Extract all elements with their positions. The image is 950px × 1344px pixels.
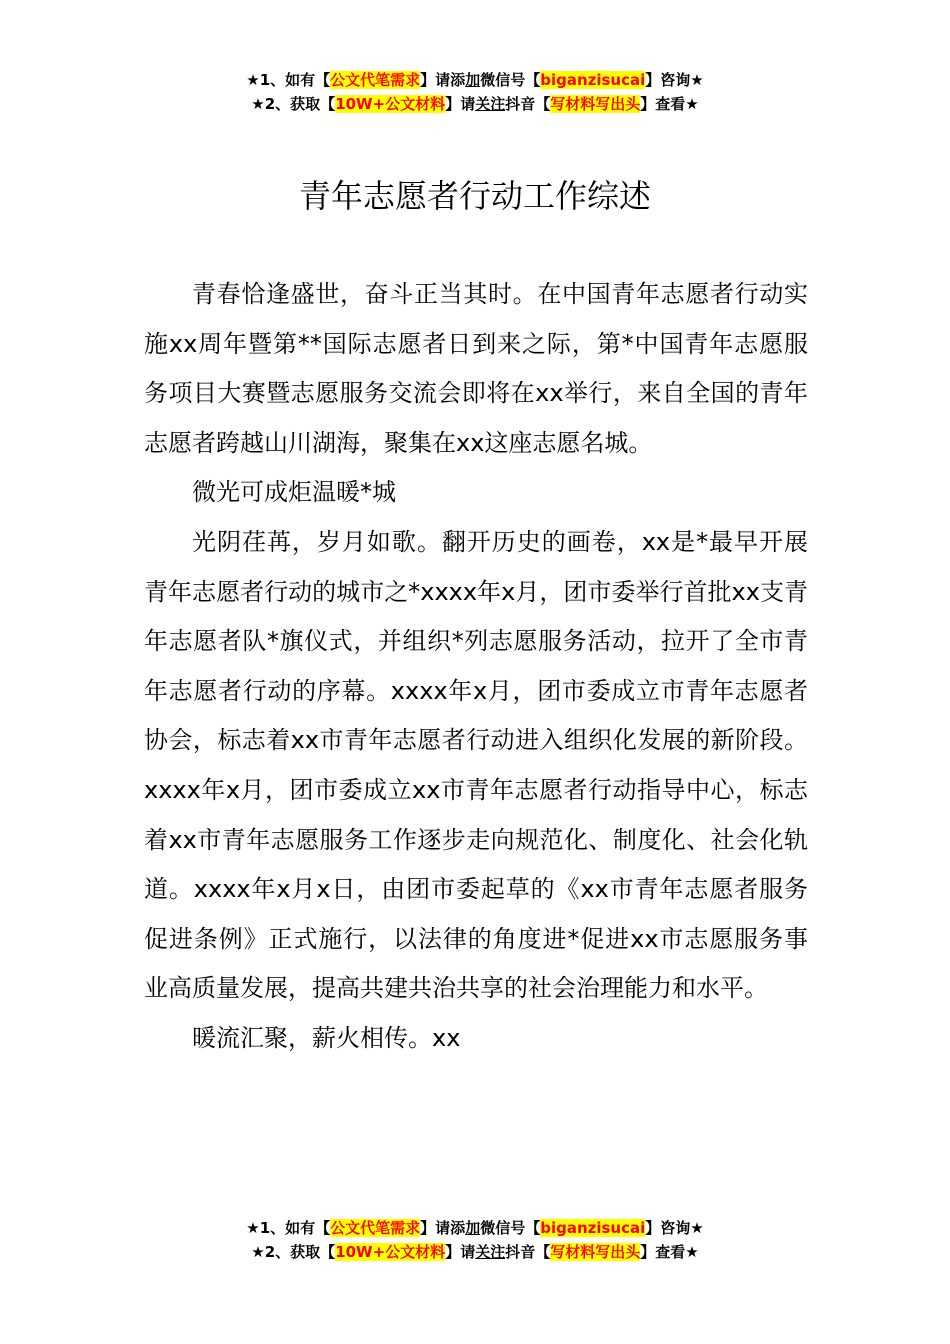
- promo-underline: 加: [465, 71, 481, 89]
- promo-text: 】请添: [420, 1219, 466, 1237]
- promo-banner-top: [0, 68, 950, 116]
- promo-highlight: 10W+公文材料: [335, 1243, 446, 1261]
- promo-highlight: 公文代笔需求: [330, 71, 421, 89]
- promo-text: ★1、如有【: [246, 71, 331, 89]
- promo-underline: 加: [465, 1219, 481, 1237]
- section-heading: 微光可成炬温暖*城: [192, 478, 396, 507]
- promo-underline: 关注: [475, 95, 506, 113]
- promo-text: 】查看★: [640, 1243, 699, 1261]
- paragraph: 暖流汇聚，薪火相传。xx: [192, 1023, 461, 1052]
- promo-text: 抖音【: [505, 1243, 551, 1261]
- promo-line-1: [0, 68, 950, 92]
- promo-highlight: biganzisucai: [540, 1219, 646, 1237]
- document-title: 青年志愿者行动工作综述: [298, 177, 651, 215]
- promo-text: 】咨询★: [645, 1219, 704, 1237]
- paragraph: 光阴荏苒，岁月如歌。翻开历史的画卷，xx是*最早开展青年志愿者行动的城市之*xxxx年x月，团市委举行首批xx支青年志愿者队*旗仪式，并组织*列志愿服务活动，拉开了全市青年志愿者行动的序幕。xxxx年x月，团市委成立市青年志愿者协会，标志着xx市青年志愿者行动进入组织化发展的新阶段。xxxx年x月，团市委成立xx市青年志愿者行动指导中心，标志着xx市青年志愿服务工作逐步走向规范化、制度化、社会化轨道。xxxx年x月x日，由团市委起草的《xx市青年志愿者服务促进条例》正式施行，以法律的角度进*促进xx市志愿服务事业高质量发展，提高共建共治共享的社会治理能力和水平。: [144, 527, 808, 1003]
- promo-text: ★2、获取【: [251, 1243, 336, 1261]
- promo-text: ★1、如有【: [246, 1219, 331, 1237]
- promo-highlight: 写材料写出头: [550, 95, 641, 113]
- promo-underline: 关注: [475, 1243, 506, 1261]
- promo-text: 】请: [445, 1243, 476, 1261]
- promo-line-2: [0, 1240, 950, 1264]
- promo-text: 】咨询★: [645, 71, 704, 89]
- promo-highlight: 写材料写出头: [550, 1243, 641, 1261]
- promo-text: ★2、获取【: [251, 95, 336, 113]
- document-body: [144, 270, 808, 1064]
- promo-banner-bottom: [0, 1216, 950, 1264]
- promo-text: 】查看★: [640, 95, 699, 113]
- promo-line-1: [0, 1216, 950, 1240]
- promo-line-2: [0, 92, 950, 116]
- promo-text: 】请添: [420, 71, 466, 89]
- promo-text: 微信号【: [480, 71, 541, 89]
- promo-highlight: biganzisucai: [540, 71, 646, 89]
- promo-text: 】请: [445, 95, 476, 113]
- promo-highlight: 10W+公文材料: [335, 95, 446, 113]
- promo-highlight: 公文代笔需求: [330, 1219, 421, 1237]
- promo-text: 抖音【: [505, 95, 551, 113]
- paragraph: 青春恰逢盛世，奋斗正当其时。在中国青年志愿者行动实施xx周年暨第**国际志愿者日到来之际，第*中国青年志愿服务项目大赛暨志愿服务交流会即将在xx举行，来自全国的青年志愿者跨越山川湖海，聚集在xx这座志愿名城。: [144, 280, 808, 457]
- promo-text: 微信号【: [480, 1219, 541, 1237]
